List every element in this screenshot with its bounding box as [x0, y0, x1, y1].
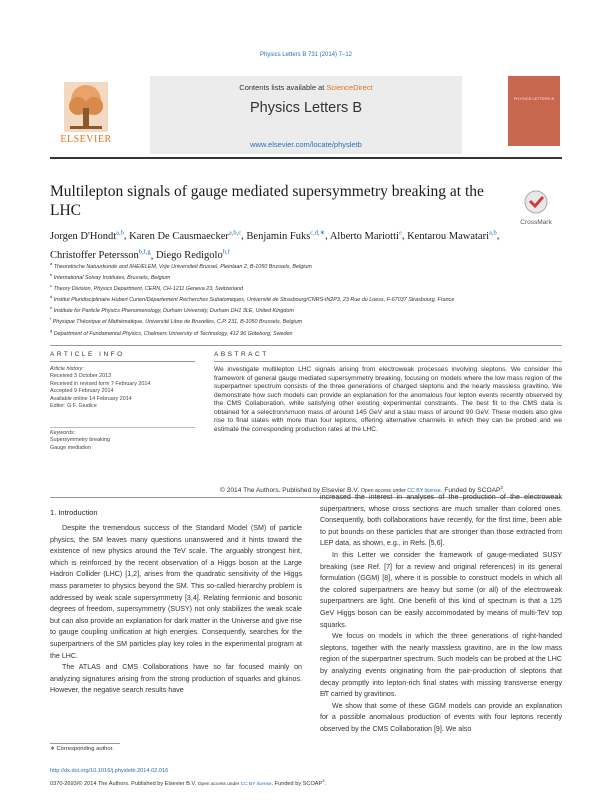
affiliation-text: Institute for Particle Physics Phenomenology, Durham University, Durham DH1 3LE, United Kingdom [53, 308, 294, 315]
affiliation-text: Institut Pluridisciplinaire Hubert Curien/Département Recherches Subatomiques, Université de Strasbourg/CNRS-IN2P3, 23 Rue du Loess, F-67037 Strasbourg, France [53, 297, 455, 304]
body-column-right [320, 492, 562, 735]
affiliation-text: Physique Théorique et Mathématique, Université Libre de Bruxelles, C.P. 231, B-1050 Brussels, Belgium [52, 319, 303, 326]
keyword-item: Supersymmetry breaking [50, 437, 110, 444]
contents-prefix: Contents lists available at [239, 83, 327, 92]
author-name: Alberto Mariotti [329, 230, 399, 242]
affiliation-item [50, 282, 562, 293]
sciencedirect-link[interactable]: ScienceDirect [326, 83, 373, 92]
introduction-heading: 1. Introduction [50, 508, 98, 517]
author-list: Jorgen D'Hondt$^{a,b}$, Karen De Causmaecker$^{a,b,c}$, Benjamin Fuks$^{c,d,∗}$, Alberto Mariotti$^e$, Kentarou Mawatari$^{a,b}$, Christoffer Petersson$^{b,f,g}$, Diego Redigolo$^{b,f}$ [50, 229, 500, 261]
history-item: Received in revised form 7 February 2014 [50, 380, 151, 387]
body-paragraph: We show that some of these GGM models can provide an explanation for a possible anomalous production of events with four leptons recently observed by the CMS Collaboration [9]. We also [320, 701, 562, 733]
keyword-item: Gauge mediation [50, 444, 92, 451]
affiliation-text: Theory Division, Physics Department, CERN, CH-1211 Geneva 23, Switzerland [53, 285, 244, 292]
section-rule [50, 345, 562, 346]
affiliation-text: Department of Fundamental Physics, Chalmers University of Technology, 412 96 Göteborg, Sweden [53, 330, 293, 337]
journal-cover-thumbnail[interactable] [508, 76, 560, 146]
doi-link[interactable]: http://dx.doi.org/10.1016/j.physletb.2014.02.016 [50, 768, 169, 774]
scoap-sup: 3 [500, 485, 503, 490]
corresponding-author-footnote: ∗ Corresponding author. [50, 746, 114, 752]
author-name: Karen De Causmaecker [129, 230, 229, 242]
article-history [50, 366, 200, 410]
author-affiliation-marker[interactable]: b,f,g [138, 248, 151, 256]
funded-text: . Funded by SCOAP [440, 487, 501, 495]
cc-by-license-link[interactable]: CC BY license [407, 488, 441, 495]
affiliation-item [50, 315, 562, 326]
journal-citation[interactable]: Physics Letters B 731 (2014) 7–12 [259, 52, 353, 58]
affiliation-text: Theoretische Natuurkunde and IIHE/ELEM, Vrije Universiteit Brussel, Pleinlaan 2, B-1050 Brussels, Belgium [53, 263, 312, 270]
elsevier-wordmark: ELSEVIER [60, 134, 112, 145]
issn-open-access-text: Open access under [197, 781, 241, 787]
author[interactable] [246, 231, 325, 242]
history-item: Accepted 9 February 2014 [50, 388, 114, 395]
article-info-heading: ARTICLE INFO [50, 351, 125, 358]
history-item: Editor: G.F. Giudice [50, 403, 97, 410]
author-affiliation-marker[interactable]: a,b,c [228, 229, 242, 236]
author-name: Kentarou Mawatari [407, 230, 490, 242]
author[interactable] [129, 231, 241, 242]
author-name: Jorgen D'Hondt [50, 230, 117, 242]
affiliation-item [50, 293, 562, 304]
author[interactable] [330, 231, 402, 242]
history-item: Available online 14 February 2014 [50, 395, 132, 402]
affiliation-marker: g [50, 327, 53, 333]
body-paragraph: In this Letter we consider the framework of gauge-mediated SUSY breaking (see Ref. [7] for a review and original references) in its general formulation (GGM) [8], where it is possible to construct models in which all the colored superpartners are heavy but some (or all) of the electroweak superpartners are light. One benefit of this kind of spectrum is that a 125 GeV Higgs boson can be easily accommodated by means of multi-TeV top squarks. [320, 550, 562, 629]
affiliation-marker: f [50, 316, 52, 322]
abstract-text: We investigate multilepton LHC signals arising from electroweak processes involving sleptons. We consider the framework of general gauge mediated supersymmetry breaking, focusing on models where the low mass region of the superpartner spectrum consists of the three generations of charged sleptons and the nearly massless gravitino. We demonstrate how such models can provide an explanation for the anomalous four lepton events recently observed by the CMS Collaboration, while satisfying other existing experimental constraints. The best fit to the CMS data is obtained for a selectron/smuon mass of around 145 GeV and a stau mass of around 90 GeV. These models also give rise to final states with more than four leptons, offering alternative channels in which they can be probed and we estimate the corresponding production rates at the LHC. [214, 366, 562, 433]
open-access-text: Open access under [360, 488, 408, 495]
author-affiliation-marker[interactable]: c,d,∗ [310, 229, 326, 236]
article-title: Multilepton signals of gauge mediated supersymmetry breaking at the LHC [50, 183, 484, 219]
keywords-label: Keywords: [50, 430, 76, 436]
header-rule [50, 157, 562, 159]
journal-name: Physics Letters B [249, 100, 362, 116]
crossmark-label: CrossMark [520, 219, 552, 226]
author-name: Diego Redigolo [155, 250, 223, 261]
author-affiliation-marker[interactable]: b,f [222, 248, 230, 256]
author-name: Benjamin Fuks [246, 230, 311, 242]
affiliation-item [50, 260, 562, 271]
footnote-rule [50, 743, 120, 744]
affiliation-marker: a [50, 261, 53, 266]
body-paragraph: The ATLAS and CMS Collaborations have so far focused mainly on analyzing signatures arising from the strong production of squarks and gluinos. However, the negative search results have [50, 663, 302, 695]
author-affiliation-marker[interactable]: a,b [116, 229, 124, 236]
affiliation-marker: d [50, 294, 53, 300]
issn-end: . [324, 780, 327, 787]
keywords-block [50, 430, 200, 452]
issn-cc-by-license-link[interactable]: CC BY license [240, 781, 272, 787]
affiliation-marker: b [50, 272, 53, 278]
author-affiliation-marker[interactable]: a,b [489, 229, 497, 236]
affiliation-marker: c [50, 283, 52, 289]
affiliation-marker: e [50, 305, 53, 311]
elsevier-tree-logo [50, 78, 122, 142]
copyright-end: . [502, 487, 505, 495]
journal-homepage-link[interactable]: www.elsevier.com/locate/physletb [250, 140, 362, 149]
abstract-rule [214, 361, 562, 362]
contents-available-line [150, 83, 462, 92]
author[interactable] [407, 231, 497, 242]
body-paragraph: We focus on models in which the three generations of right-handed sleptons, together with the nearly massless gravitino, are in the low mass region of the superpartner spectrum. Such models can be probed at the LHC by analyzing events originating from the pair-production of sleptons that decay promptly into lepton-rich final states with missing transverse energy E̸T carried by gravitinos. [320, 632, 562, 699]
crossmark-icon[interactable] [514, 188, 558, 228]
affiliation-item [50, 327, 562, 338]
affiliation-list [50, 260, 562, 338]
article-info-rule [50, 361, 195, 362]
affiliation-item [50, 271, 562, 282]
author[interactable] [50, 231, 124, 242]
affiliation-item [50, 304, 562, 315]
affiliation-text: International Solvay Institutes, Brussels, Belgium [53, 274, 171, 281]
body-column-left [50, 523, 302, 697]
copyright-text: © 2014 The Authors. Published by Elsevier B.V. [220, 487, 361, 495]
cover-title: PHYSICS LETTERS B [513, 96, 555, 101]
body-paragraph: increased the interest in analyses of the production of the electroweak superpartners, whose cross sections are much smaller than colored ones. Consequently, both collaborations have recently, for the first time, been able to put bounds on these particles that are stronger than those extracted from LEP data, as shown, e.g., in Refs. [5,6]. [320, 493, 562, 548]
author-affiliation-marker[interactable]: e [398, 229, 402, 236]
issn-text: 0370-2693/© 2014 The Authors. Published by Elsevier B.V. [50, 780, 198, 787]
abstract-heading: ABSTRACT [214, 351, 269, 358]
keywords-rule [50, 427, 195, 428]
issn-copyright-line [50, 778, 326, 787]
history-item: Received 3 October 2013 [50, 373, 112, 380]
author-name: Christoffer Petersson [50, 250, 139, 261]
issn-scoap-sup: 3 [322, 778, 325, 783]
body-paragraph: Despite the tremendous success of the Standard Model (SM) of particle physics, the SM leaves many questions unanswered and it hints toward the existence of new physics around the TeV scale. The arguably strongest hint, which is reinforced by the recent observation of a Higgs boson at the Large Hadron Collider (LHC) [1,2], arises from the quadratic sensitivity of the Higgs mass parameter to physics beyond the SM. This so-called hierarchy problem is addressed by weak scale supersymmetry [3,4]. Relating fermionic and bosonic degrees of freedom, supersymmetry (SUSY) not only stabilizes the weak scale but can also provide an explanation for dark matter in the Universe and give rise to gauge coupling unification at high energies. Consequently, searches for the superpartners of the SM particles play key roles in the experimental program at the LHC. [50, 524, 302, 660]
history-label: Article history: [50, 366, 84, 372]
issn-funded-text: . Funded by SCOAP [271, 780, 323, 787]
